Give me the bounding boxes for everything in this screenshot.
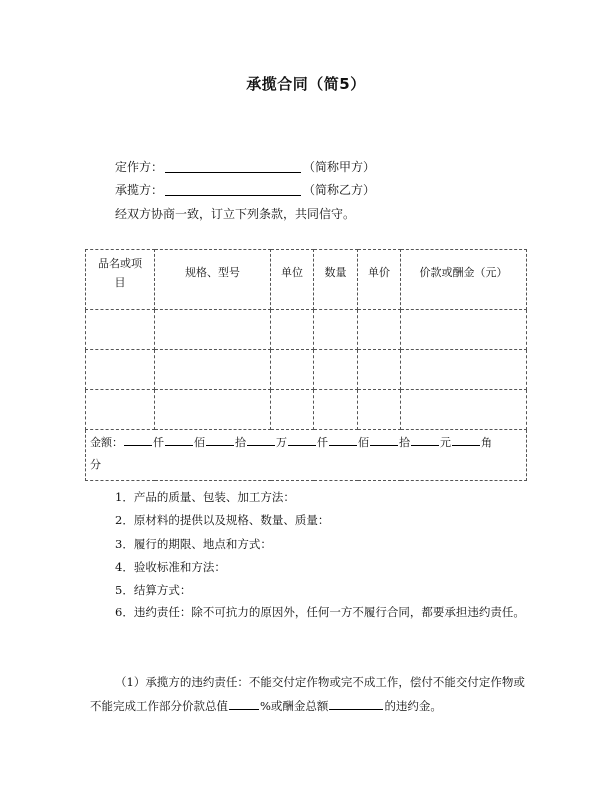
amount-blank[interactable] bbox=[165, 434, 193, 446]
amount-unit: 仟 bbox=[317, 436, 328, 449]
clause-2: 2．原材料的提供以及规格、数量、质量： bbox=[115, 513, 330, 527]
liability-sub-1 bbox=[90, 670, 526, 718]
amount-blank[interactable] bbox=[370, 434, 398, 446]
liability-sub-1-text: （1）承揽方的违约责任：不能交付定作物或完不成工作，偿付不能交付定作物或不能完成工作部分价款总值 bbox=[90, 675, 525, 713]
table-row bbox=[86, 350, 527, 390]
contractor-label: 承揽方： bbox=[115, 183, 164, 197]
table-cell[interactable] bbox=[155, 310, 271, 350]
amount-row bbox=[86, 430, 527, 481]
amount-blank[interactable] bbox=[452, 434, 480, 446]
amount-label: 金额： bbox=[90, 436, 123, 449]
table-cell[interactable] bbox=[314, 310, 358, 350]
table-cell[interactable] bbox=[401, 310, 527, 350]
clause-1: 1．产品的质量、包装、加工方法： bbox=[115, 490, 295, 504]
table-cell[interactable] bbox=[401, 350, 527, 390]
liability-sub-1-text-2: %或酬金总额 bbox=[260, 699, 329, 713]
header-item-name: 品名或项目 bbox=[86, 250, 155, 310]
amount-unit: 元 bbox=[440, 436, 451, 449]
amount-blank[interactable] bbox=[124, 434, 152, 446]
table-cell[interactable] bbox=[86, 310, 155, 350]
amount-blank[interactable] bbox=[206, 434, 234, 446]
liability-sub-1-text-3: 的违约金。 bbox=[384, 699, 442, 713]
clause-4: 4．验收标准和方法： bbox=[115, 560, 226, 574]
contractor-note: （简称乙方） bbox=[303, 183, 376, 197]
amount-blank[interactable] bbox=[247, 434, 275, 446]
employer-blank[interactable] bbox=[165, 160, 301, 173]
employer-note: （简称甲方） bbox=[303, 160, 376, 174]
table-cell[interactable] bbox=[401, 390, 527, 430]
table-cell[interactable] bbox=[271, 310, 314, 350]
employer-line bbox=[115, 158, 375, 175]
header-amount: 价款或酬金（元） bbox=[401, 250, 527, 310]
table-cell[interactable] bbox=[358, 350, 401, 390]
table-cell[interactable] bbox=[358, 390, 401, 430]
employer-label: 定作方： bbox=[115, 160, 164, 174]
clause-5: 5．结算方式： bbox=[115, 583, 192, 597]
table-row bbox=[86, 390, 527, 430]
header-spec: 规格、型号 bbox=[155, 250, 271, 310]
clause-3: 3．履行的期限、地点和方式： bbox=[115, 537, 272, 551]
percent-blank[interactable] bbox=[229, 698, 259, 710]
document-title: 承揽合同（简5） bbox=[246, 75, 366, 93]
table-row bbox=[86, 310, 527, 350]
table-cell[interactable] bbox=[271, 350, 314, 390]
amount-blank[interactable] bbox=[288, 434, 316, 446]
table-cell[interactable] bbox=[358, 310, 401, 350]
table-cell[interactable] bbox=[314, 350, 358, 390]
amount-blank[interactable] bbox=[329, 434, 357, 446]
table-cell[interactable] bbox=[155, 350, 271, 390]
table-cell[interactable] bbox=[271, 390, 314, 430]
clause-6-liability: 6．违约责任：除不可抗力的原因外，任何一方不履行合同，都要承担违约责任。 bbox=[115, 605, 525, 619]
total-blank[interactable] bbox=[329, 698, 383, 710]
table-cell[interactable] bbox=[155, 390, 271, 430]
amount-unit: 拾 bbox=[235, 436, 246, 449]
table-cell[interactable] bbox=[314, 390, 358, 430]
amount-unit: 拾 bbox=[399, 436, 410, 449]
amount-unit: 万 bbox=[276, 436, 287, 449]
goods-table bbox=[85, 249, 527, 481]
contractor-blank[interactable] bbox=[165, 183, 301, 196]
header-quantity: 数量 bbox=[314, 250, 358, 310]
amount-unit: 佰 bbox=[358, 436, 369, 449]
amount-blank[interactable] bbox=[411, 434, 439, 446]
amount-cell bbox=[86, 430, 527, 481]
amount-unit: 佰 bbox=[194, 436, 205, 449]
header-unit-price: 单价 bbox=[358, 250, 401, 310]
amount-unit: 角 bbox=[481, 436, 492, 449]
header-unit: 单位 bbox=[271, 250, 314, 310]
intro-text: 经双方协商一致，订立下列条款，共同信守。 bbox=[115, 207, 356, 221]
table-header-row bbox=[86, 250, 527, 310]
amount-unit: 仟 bbox=[153, 436, 164, 449]
table-cell[interactable] bbox=[86, 350, 155, 390]
table-cell[interactable] bbox=[86, 390, 155, 430]
amount-unit: 分 bbox=[90, 458, 101, 471]
contractor-line bbox=[115, 181, 375, 198]
